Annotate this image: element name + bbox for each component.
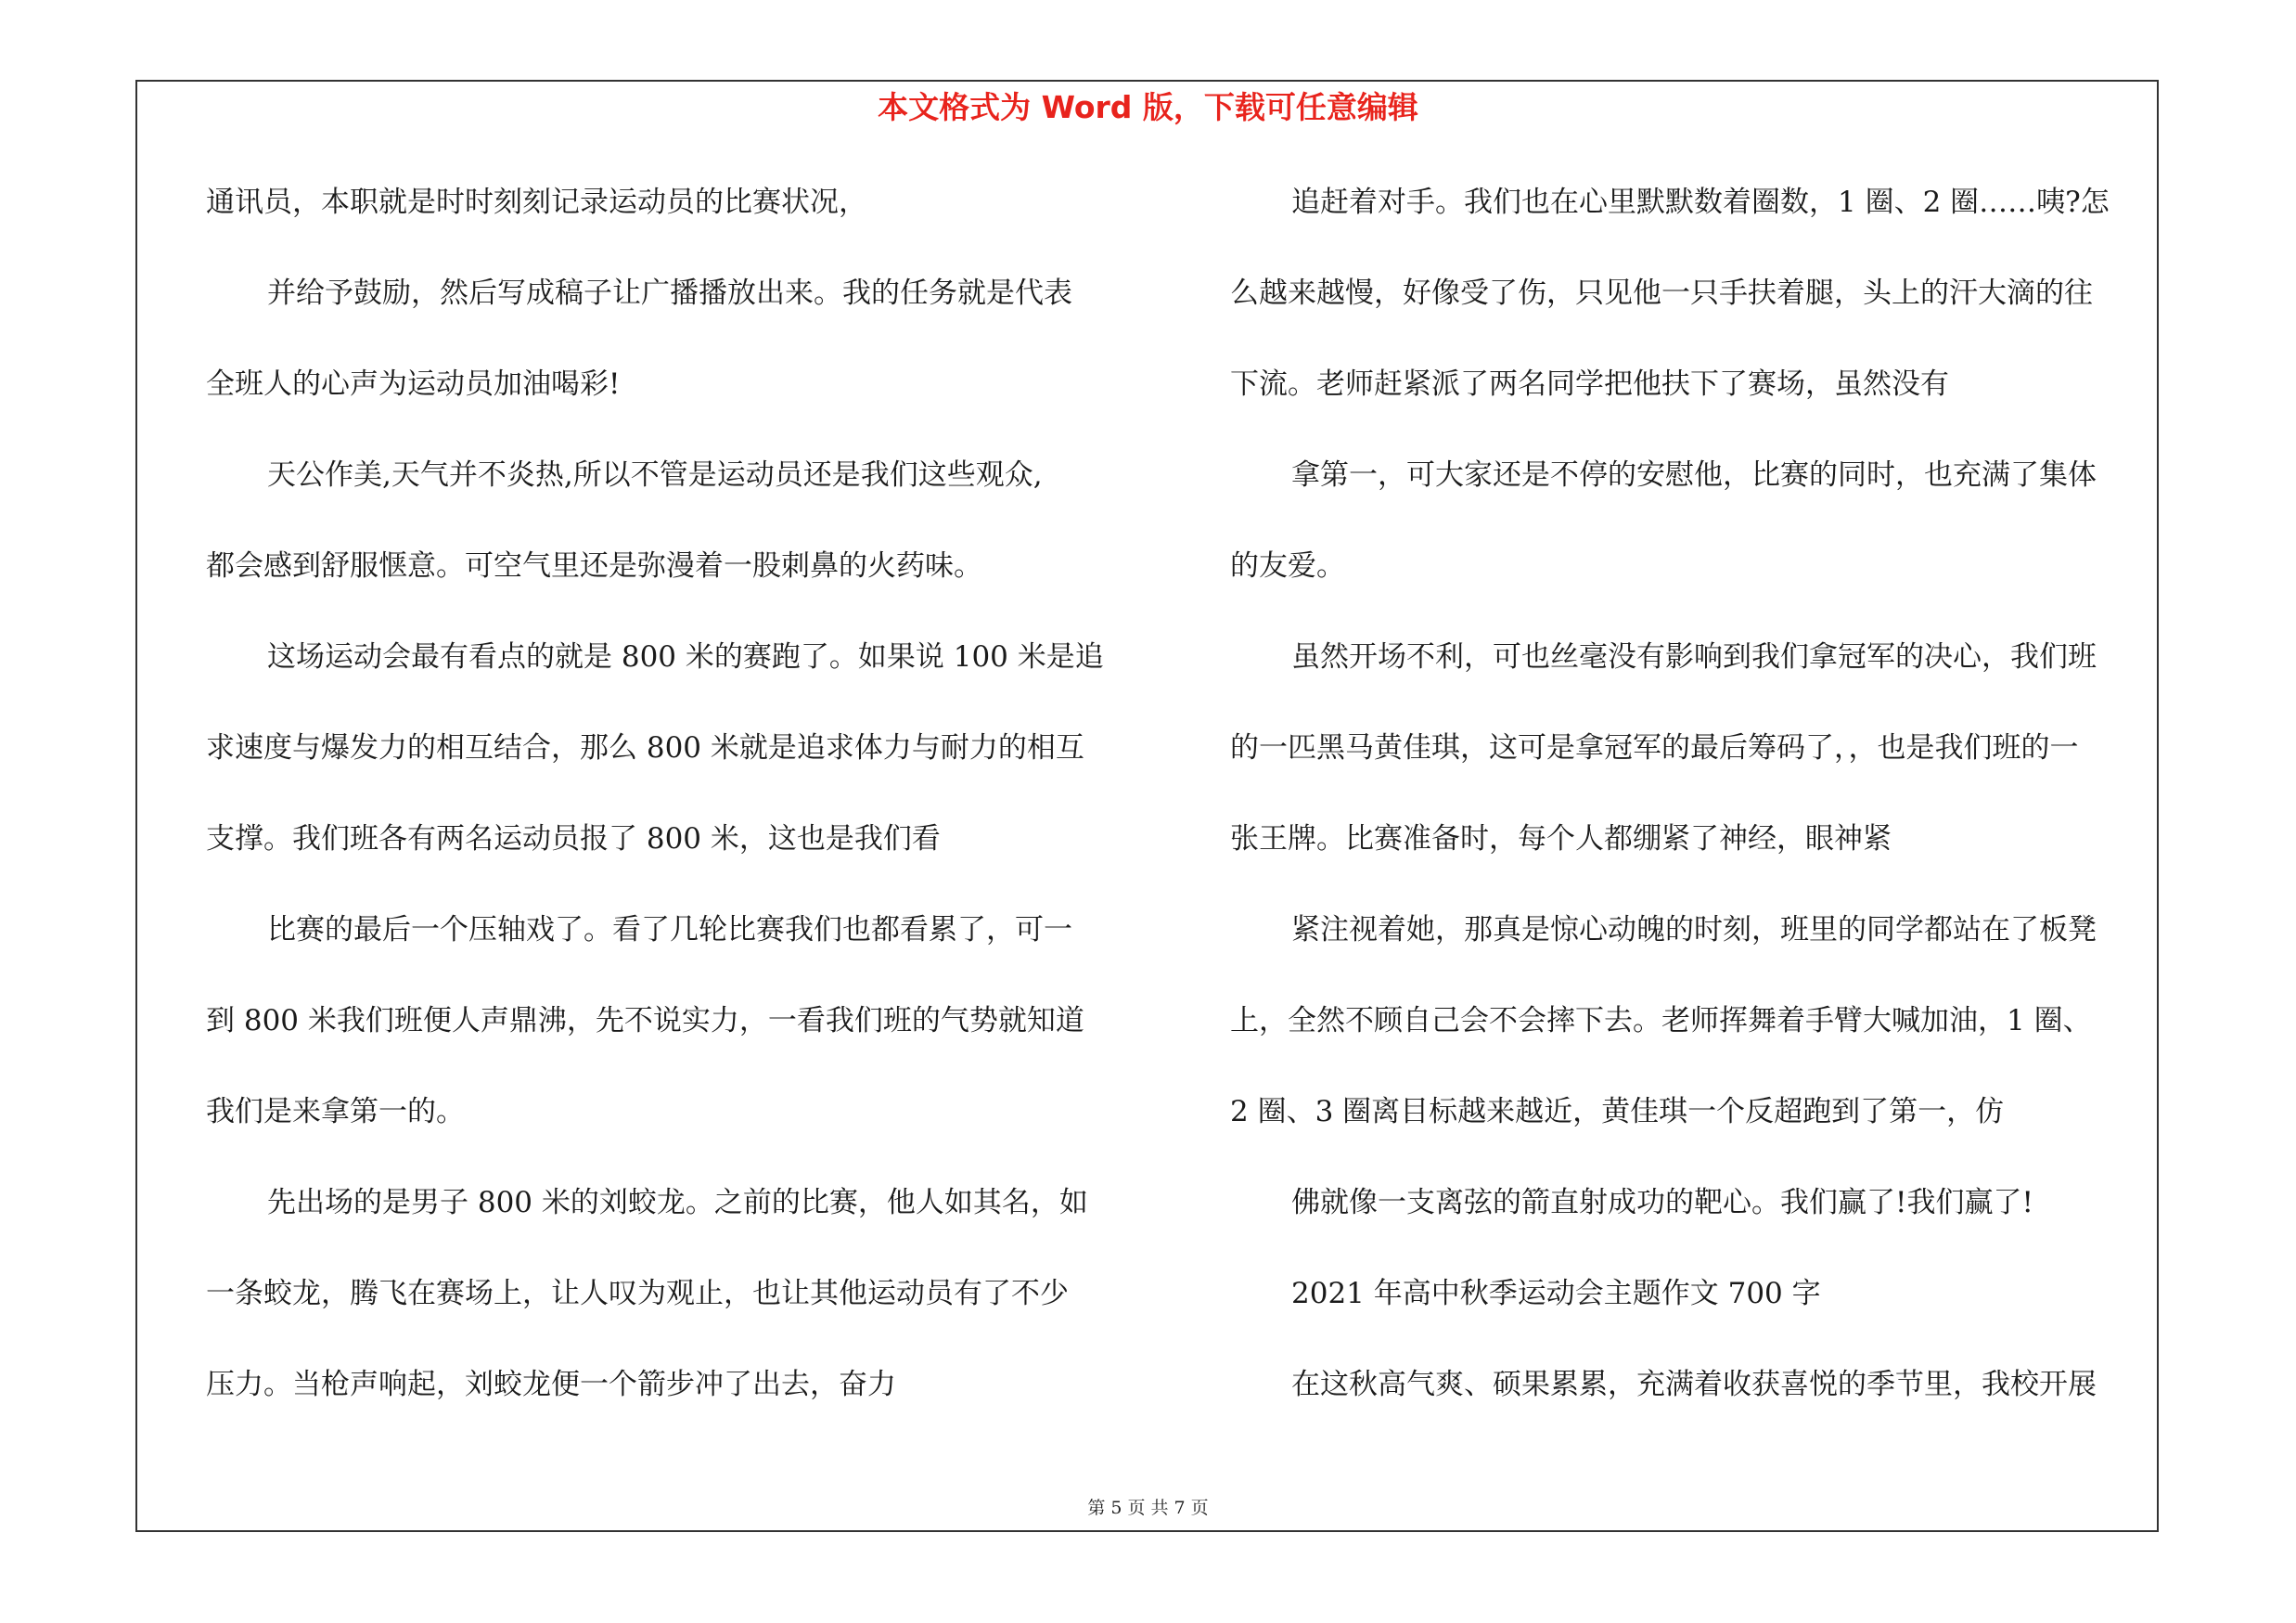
- text-line: 佛就像一支离弦的箭直射成功的靶心。我们赢了!我们赢了!: [1291, 1186, 2033, 1219]
- text-line: 紧注视着她，那真是惊心动魄的时刻，班里的同学都站在了板凳: [1291, 913, 2097, 947]
- text-line: 我们是来拿第一的。: [206, 1095, 465, 1128]
- text-line: 上，全然不顾自己会不会摔下去。老师挥舞着手臂大喊加油，1 圈、: [1230, 1004, 2092, 1037]
- text-line: 这场运动会最有看点的就是 800 米的赛跑了。如果说 100 米是追: [267, 640, 1104, 674]
- text-line: 拿第一，可大家还是不停的安慰他，比赛的同时，也充满了集体: [1291, 458, 2097, 492]
- text-line: 追赶着对手。我们也在心里默默数着圈数，1 圈、2 圈……咦?怎: [1291, 186, 2110, 219]
- text-line: 的一匹黑马黄佳琪，这可是拿冠军的最后筹码了，，也是我们班的一: [1230, 731, 2079, 765]
- text-line: 求速度与爆发力的相互结合，那么 800 米就是追求体力与耐力的相互: [206, 731, 1084, 765]
- text-line: 支撑。我们班各有两名运动员报了 800 米，这也是我们看: [206, 822, 941, 856]
- text-line: 在这秋高气爽、硕果累累，充满着收获喜悦的季节里，我校开展: [1291, 1368, 2097, 1401]
- text-line: 天公作美,天气并不炎热,所以不管是运动员还是我们这些观众,: [267, 458, 1043, 492]
- text-line: 并给予鼓励，然后写成稿子让广播播放出来。我的任务就是代表: [267, 277, 1072, 310]
- text-line: 么越来越慢，好像受了伤，只见他一只手扶着腿，头上的汗大滴的往: [1230, 277, 2093, 310]
- text-line: 2021 年高中秋季运动会主题作文 700 字: [1291, 1277, 1821, 1310]
- text-line: 虽然开场不利，可也丝毫没有影响到我们拿冠军的决心，我们班: [1291, 640, 2097, 674]
- text-line: 比赛的最后一个压轴戏了。看了几轮比赛我们也都看累了，可一: [267, 913, 1072, 947]
- text-line: 2 圈、3 圈离目标越来越近，黄佳琪一个反超跑到了第一，仿: [1230, 1095, 2005, 1128]
- text-line: 都会感到舒服惬意。可空气里还是弥漫着一股刺鼻的火药味。: [206, 549, 982, 583]
- text-line: 张王牌。比赛准备时，每个人都绷紧了神经，眼神紧: [1230, 822, 1892, 856]
- text-line: 通讯员，本职就是时时刻刻记录运动员的比赛状况，: [206, 186, 867, 219]
- text-line: 全班人的心声为运动员加油喝彩!: [206, 367, 621, 401]
- text-line: 一条蛟龙，腾飞在赛场上，让人叹为观止，也让其他运动员有了不少: [206, 1277, 1069, 1310]
- right-text-column: [1230, 180, 2148, 1453]
- text-line: 先出场的是男子 800 米的刘蛟龙。之前的比赛，他人如其名，如: [267, 1186, 1088, 1219]
- text-line: 的友爱。: [1230, 549, 1345, 583]
- text-line: 下流。老师赶紧派了两名同学把他扶下了赛场，虽然没有: [1230, 367, 1949, 401]
- text-line: 压力。当枪声响起，刘蛟龙便一个箭步冲了出去，奋力: [206, 1368, 896, 1401]
- left-text-column: [206, 180, 1124, 1453]
- editable-format-banner: 本文格式为 Word 版，下载可任意编辑: [878, 89, 1418, 125]
- text-line: 到 800 米我们班便人声鼎沸，先不说实力，一看我们班的气势就知道: [206, 1004, 1084, 1037]
- page-number-footer: 第 5 页 共 7 页: [1087, 1498, 1209, 1518]
